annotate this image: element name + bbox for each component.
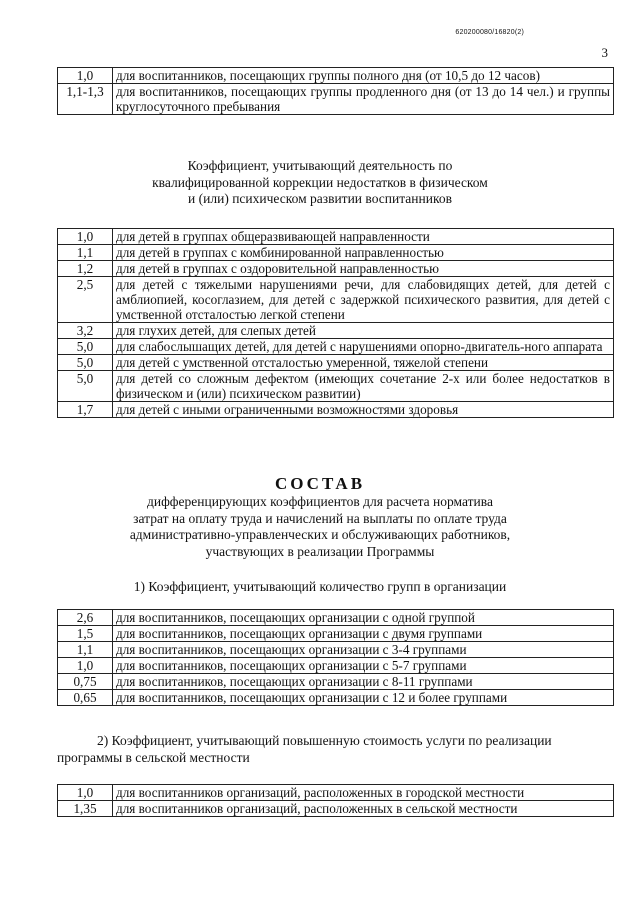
coefficient-description: для воспитанников, посещающих группы продленного дня (от 13 до 14 чел.) и группы круглосуточного пребывания [113, 84, 614, 115]
coefficient-description: для детей с умственной отсталостью умеренной, тяжелой степени [113, 355, 614, 371]
heading-line: квалифицированной коррекции недостатков в физическом [152, 174, 488, 190]
coefficient-description: для воспитанников, посещающих организации с одной группой [113, 610, 614, 626]
coefficient-description: для воспитанников организаций, расположенных в сельской местности [113, 801, 614, 817]
table-row [58, 339, 614, 355]
coefficient-description: для детей в группах общеразвивающей направленности [113, 229, 614, 245]
heading-line: административно-управленческих и обслуживающих работников, [129, 527, 511, 542]
coefficient-description: для воспитанников, посещающих организации с 12 и более группами [113, 690, 614, 706]
table-row [58, 402, 614, 418]
table-row [58, 355, 614, 371]
table-row [58, 323, 614, 339]
section-1-title: 1) Коэффициент, учитывающий количество групп в организации [133, 579, 507, 594]
heading-line: и (или) психическом развитии воспитанников [188, 191, 452, 206]
table-row [58, 245, 614, 261]
coefficient-value: 1,2 [58, 261, 113, 277]
table-row [58, 610, 614, 626]
coefficient-value: 1,0 [58, 68, 113, 84]
coefficient-description: для детей в группах с комбинированной направленностью [113, 245, 614, 261]
coefficient-description: для воспитанников организаций, расположенных в городской местности [113, 785, 614, 801]
coefficient-description: для воспитанников, посещающих организации с двумя группами [113, 626, 614, 642]
heading-line: участвующих в реализации Программы [205, 543, 435, 559]
heading-line: затрат на оплату труда и начислений на выплаты по оплате труда [133, 510, 507, 526]
heading-line: дифференцирующих коэффициентов для расчета норматива [147, 494, 493, 509]
coefficient-value: 5,0 [58, 371, 113, 402]
composition-heading [0, 474, 640, 560]
coefficient-value: 1,7 [58, 402, 113, 418]
table-row [58, 371, 614, 402]
coefficient-description: для воспитанников, посещающих организации с 3-4 группами [113, 642, 614, 658]
page-number: 3 [601, 45, 608, 60]
table-row [58, 261, 614, 277]
coefficient-value: 1,35 [58, 801, 113, 817]
coefficient-value: 1,1 [58, 245, 113, 261]
coefficient-value: 1,0 [58, 658, 113, 674]
coefficient-value: 3,2 [58, 323, 113, 339]
coefficient-value: 1,5 [58, 626, 113, 642]
table-row [58, 658, 614, 674]
coefficient-table-group-duration [57, 67, 614, 115]
composition-title: СОСТАВ [274, 474, 366, 493]
coefficient-table-group-count [57, 609, 614, 706]
table-row [58, 690, 614, 706]
table-row [58, 642, 614, 658]
coefficient-description: для воспитанников, посещающих группы полного дня (от 10,5 до 12 часов) [113, 68, 614, 84]
coefficient-value: 5,0 [58, 355, 113, 371]
table-row [58, 801, 614, 817]
coefficient-value: 1,1-1,3 [58, 84, 113, 115]
coefficient-value: 1,0 [58, 785, 113, 801]
coefficient-value: 1,0 [58, 229, 113, 245]
table-row [58, 785, 614, 801]
table-row [58, 626, 614, 642]
coefficient-description: для детей с тяжелыми нарушениями речи, для слабовидящих детей, для детей с амблиопией, косоглазием, для детей с задержкой психического развития, для детей с умственной отсталостью легкой степени [113, 277, 614, 323]
coefficient-description: для детей со сложным дефектом (имеющих сочетание 2-х или более недостатков в физическом и (или) психическом развитии) [113, 371, 614, 402]
coefficient-value: 5,0 [58, 339, 113, 355]
coefficient-description: для воспитанников, посещающих организации с 8-11 группами [113, 674, 614, 690]
coefficient-description: для детей в группах с оздоровительной направленностью [113, 261, 614, 277]
coefficient-description: для слабослышащих детей, для детей с нарушениями опорно-двигатель-ного аппарата [113, 339, 614, 355]
coefficient-table-rural [57, 784, 614, 817]
table-row [58, 229, 614, 245]
section-2-title: 2) Коэффициент, учитывающий повышенную стоимость услуги по реализации программы в сельской местности [57, 733, 552, 765]
coefficient-value: 0,75 [58, 674, 113, 690]
coefficient-description: для глухих детей, для слепых детей [113, 323, 614, 339]
correction-coefficient-heading [0, 158, 640, 208]
coefficient-table-correction [57, 228, 614, 418]
heading-line: Коэффициент, учитывающий деятельность по [187, 158, 453, 173]
table-row [58, 84, 614, 115]
coefficient-value: 2,6 [58, 610, 113, 626]
coefficient-value: 1,1 [58, 642, 113, 658]
table-row [58, 68, 614, 84]
coefficient-description: для детей с иными ограниченными возможностями здоровья [113, 402, 614, 418]
coefficient-description: для воспитанников, посещающих организации с 5-7 группами [113, 658, 614, 674]
document-registration-code: 620200080/16820(2) [455, 29, 524, 36]
table-row [58, 674, 614, 690]
coefficient-value: 2,5 [58, 277, 113, 323]
table-row [58, 277, 614, 323]
coefficient-value: 0,65 [58, 690, 113, 706]
